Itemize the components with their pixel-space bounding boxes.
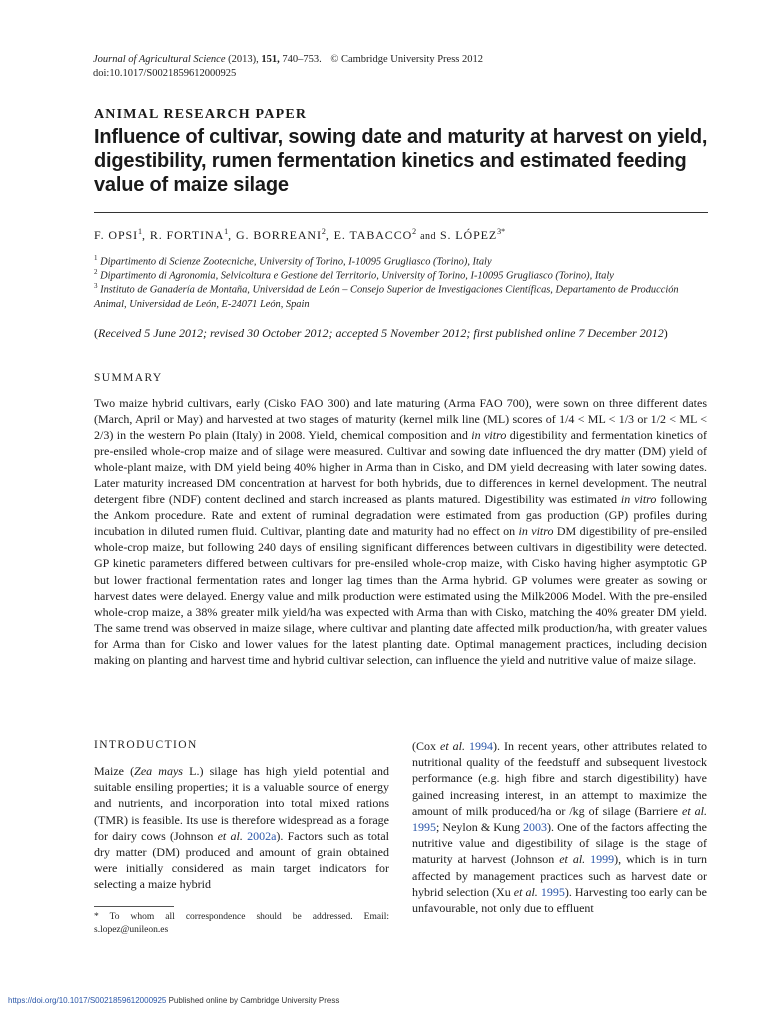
introduction-left-column [94,763,389,893]
citation-link[interactable]: 1999 [590,852,615,867]
et-al: et al. [217,828,243,843]
author-name: F. OPSI [94,228,139,242]
doi-link[interactable]: https://doi.org/10.1017/S0021859612000925 [8,996,167,1005]
intro-text: ). In recent years, other attributes related to nutritional quality of the feedstuff and subsequent livestock performance (e.g. high fibre and starch digestibility) have gained increasing interest, in an attempt to maximize the amount of milk produced/ha or /kg of silage (Barriere [412,739,708,818]
citation-link[interactable]: 1995 [540,884,565,899]
summary-segment: following the Ankom procedure. Rate and extent of ruminal degradation were estimated from gas production (GP) profiles during incubation in diluted rumen fluid. Cultivar, planting date and maturity had no effect on [94,492,707,539]
affiliation-number: 3 [94,282,98,290]
author-affiliation-mark: 3* [497,227,506,236]
journal-year: (2013), [228,54,259,65]
intro-text: L.) silage has high yield potential and suitable ensiling properties; it is a valuable source of energy and nutrients, and incorporation into total mixed rations (TMR) is feasible. Its use is therefore widespread as a forage for dairy cows (Johnson [94,764,389,843]
copyright-notice: © Cambridge University Press 2012 [330,54,484,65]
intro-text: ). Harvesting too early can be unfavourable, not only due to effluent [412,884,707,916]
intro-text: (Cox [412,739,441,753]
affiliation-text: Instituto de Ganadería de Montaña, Universidad de León – Consejo Superior de Investigaciones Científicas, Departamento de Producción Animal, Universidad de León, E-24071 León, Spain [94,284,679,310]
summary-italic: in vitro [620,492,657,507]
journal-name: Journal of Agricultural Science [93,54,226,65]
author-name: R. FORTINA [149,228,225,242]
summary-heading: SUMMARY [94,372,163,384]
footnote-rule [94,906,174,907]
affiliation-text: Dipartimento di Scienze Zootecniche, University of Torino, I-10095 Grugliasco (Torino), Italy [100,256,492,268]
citation-link[interactable]: 2003 [523,820,548,835]
summary-italic: in vitro [471,428,507,443]
affiliation-text: Dipartimento di Agronomia, Selvicoltura e Gestione del Territorio, University of Torino, I-10095 Grugliasco (Torino), Italy [100,270,614,282]
paper-type: ANIMAL RESEARCH PAPER [94,107,308,122]
introduction-heading: INTRODUCTION [94,739,198,751]
page-footer [8,996,339,1005]
publisher-note: Published online by Cambridge University Press [168,996,340,1005]
author-affiliation-mark: 2 [321,227,326,236]
article-doi: doi:10.1017/S0021859612000925 [93,68,237,79]
title-rule [94,212,708,213]
author-list: F. OPSI$^1$, R. FORTINA$^1$, G. BORREANI$^2$, E. TABACCO$^2$ and S. $LÓPEZ^{3*}$ [94,227,506,242]
affiliation-number: 1 [94,254,98,262]
journal-citation [93,53,483,67]
intro-text: Maize ( [94,764,135,778]
summary-segment: digestibility and fermentation kinetics of pre-ensiled whole-crop maize and of silage were measured. Cultivar and sowing date influenced the dry matter (DM) yield of whole-plant maize, with DM yield being 40% higher in Arma than in Cisko, and DM yield decreasing with later sowing dates. Later maturity increased DM concentration at harvest for both hybrids, due to differences in kernel development. The neutral detergent fibre (NDF) content declined and starch increased as plants matured. Digestibility was estimated [94,428,707,507]
author-name: E. TABACCO [333,228,413,242]
article-title: Influence of cultivar, sowing date and maturity at harvest on yield, digestibility, rumen fermentation kinetics and estimated feeding value of maize silage [94,126,708,196]
affiliation [94,279,709,312]
summary-segment: DM digestibility of pre-ensiled whole-crop maize, but following 240 days of ensiling significant differences between cultivars in digestibility were detected. GP kinetic parameters differed between cultivars for pre-ensiled whole-crop maize, with Cisko having higher asymptotic GP but lower fractional fermentation rates and longer lag times than the Arma hybrid. GP volumes were greater as sowing or harvest dates were delayed. Energy value and milk production were estimated using the Milk2006 Model. With the pre-ensiled whole-crop maize, a 38% greater milk yield/ha was expected with Arma than with Cisko, matching the 40% greater DM yield. The same trend was observed in maize silage, where cultivar and planting date affected milk production/ha, with greater values for Arma than for Cisko and lower values for the latest planting date. Optimal management practices, including decision making on planting and harvest time and hybrid cultivar selection, can influence the yield and nutritive value of maize silage. [94,524,707,667]
citation-link[interactable]: 1995 [412,820,436,835]
authors-joiner: and [420,231,437,242]
summary-segment: Two maize hybrid cultivars, early (Cisko FAO 300) and late maturing (Arma FAO 700), were sown on three different dates (March, April or May) and harvested at two stages of maturity (kernel milk line (ML) scores of 1/4 < ML < 1/3 or 1/2 < ML < 2/3) in the western Po plain (Italy) in 2008. Yield, chemical composition and [94,396,707,443]
affiliation-number: 2 [94,268,98,276]
intro-text: ). One of the factors affecting the nutritive value and digestibility of silage is the stage of maturity at harvest (Johnson [412,820,707,867]
author-affiliation-mark: 2 [412,227,417,236]
received-close-paren: ) [663,326,668,340]
introduction-right-column [412,738,707,916]
journal-pages: 740–753. [282,54,322,65]
received-dates [94,325,694,342]
journal-volume: 151, [261,54,280,65]
intro-text: ), which is in turn affected by management practices such as harvest date or hybrid selection (Xu [412,852,707,899]
citation-link[interactable]: 1994 [469,739,494,753]
author-affiliation-mark: 1 [224,227,229,236]
et-al: et al. [682,803,708,818]
received-open-paren: ( [94,326,98,340]
correspondence-footnote: * To whom all correspondence should be addressed. Email: s.lopez@unileon.es [94,912,389,935]
author-name: S. LÓPEZ [439,228,498,242]
summary-text [94,395,707,668]
intro-text: ; Neylon & Kung [436,820,524,835]
intro-text: ). Factors such as total dry matter (DM) produced and amount of grain obtained were initially considered as main target indicators for selecting a maize hybrid [94,828,389,892]
author-affiliation-mark: 1 [138,227,143,236]
et-al: et al. [513,884,538,899]
author-name: G. BORREANI [235,228,322,242]
received-text: Received 5 June 2012; revised 30 October 2012; accepted 5 November 2012; first published online 7 December 2012 [98,326,664,340]
citation-link[interactable]: 2002a [247,828,277,843]
summary-italic: in vitro [518,524,554,539]
species-name: Zea mays [134,764,183,778]
et-al: et al. [559,852,586,867]
et-al: et al. [440,739,466,753]
